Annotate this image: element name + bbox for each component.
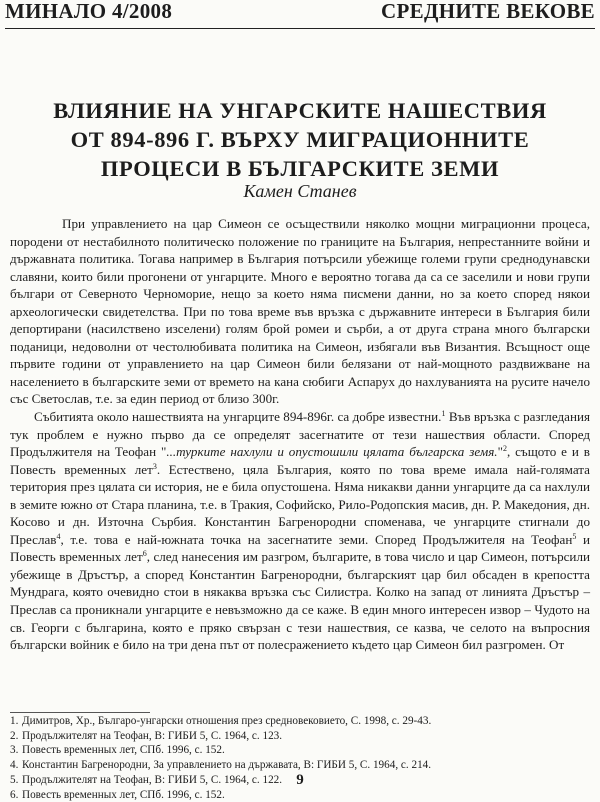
footnote-text: Константин Багренородни, За управлението на държавата, В: ГИБИ 5, С. 1964, с. 214. bbox=[22, 759, 432, 772]
running-header bbox=[5, 0, 595, 24]
journal-issue: МИНАЛО 4/2008 bbox=[5, 0, 173, 23]
footnote-text: Повесть временных лет, СПб. 1996, с. 152. bbox=[22, 744, 225, 757]
title-line: ВЛИЯНИЕ НА УНГАРСКИТЕ НАШЕСТВИЯ bbox=[53, 98, 547, 123]
article-title bbox=[10, 96, 590, 183]
footnote-ref[interactable]: 1 bbox=[441, 409, 446, 419]
footnote-ref[interactable]: 3 bbox=[152, 461, 157, 471]
footnote bbox=[10, 743, 590, 758]
footnote-number: 2. bbox=[10, 729, 19, 742]
paragraph: При управлението на цар Симеон се осъществили няколко мощни миграционни процеса, породени от нестабилното политическо положение по границите на България, непрестанните войни и държавната политика. Тогава например в България потърсили убежище големи групи среднодунавски славяни, които били прогонени от унгарците. Много е вероятно тогава да са се заселили и нови групи българи от Северното Черноморие, нещо за което няма писмени данни, но за което според някои археологически свидетелства. При по това време във връзка с държавните интереси в България били депортирани (насилствено изселени) голям брой ромеи и сърби, а от друга страна много български поданици, недоволни от честолюбивата политика на Симеон, избягали във Византия. Всъщност още първите години от управлението на цар Симеон били белязани от най-мощното раздвижване на населението в българските земи от времето на кана сюбиги Аспарух до нахлуванията на русите начело със Светослав, т.е. за един период от близо 300г. bbox=[10, 216, 590, 407]
text-run: , след нанесения им разгром, българите, в това число и цар Симеон, потърсили убежище в Дръстър, а според Константин Багренородни, българският цар бил обсаден в крепостта Мундрага, която очевидно стои в някаква връзка със Силистра. Колко на запад от линията Дръстър – Преслав са проникнали унгарците е невъзможно да се каже. В един много интересен извор – Чудото на св. Георги с българина, която е пряко свързан с тези нашествия, се казва, че селото на въпросния български войник е било на три дена път от полесражението където цар Симеон бил разгромен. От bbox=[10, 549, 590, 653]
page-number: 9 bbox=[296, 772, 304, 788]
header-rule bbox=[5, 28, 595, 29]
text-run: и Повесть временных лет bbox=[10, 531, 590, 565]
footnote-number: 5. bbox=[10, 773, 19, 786]
text-run: , т.е. това е най-южната точка на засегнатите земи. Според Продължителя на Теофан bbox=[60, 531, 573, 547]
footnote-number: 6. bbox=[10, 788, 19, 801]
section-name: СРЕДНИТЕ ВЕКОВЕ bbox=[381, 0, 595, 23]
footnote-ref[interactable]: 6 bbox=[142, 549, 147, 559]
footnote-text: Продължителят на Теофан, В: ГИБИ 5, С. 1964, с. 123. bbox=[22, 729, 283, 742]
footnote bbox=[10, 714, 590, 729]
title-line: ОТ 894-896 Г. ВЪРХУ МИГРАЦИОННИТЕ bbox=[70, 127, 530, 152]
article-body bbox=[10, 215, 590, 654]
footnote-number: 1. bbox=[10, 715, 19, 727]
footnote-text: Димитров, Хр., Българо-унгарски отношения през средновековието, С. 1998, с. 29-43. bbox=[22, 715, 432, 727]
text-run: . Естествено, цяла България, която по това време имала най-голямата територия през цялата си история, не е била опустошена. Няма никакви данни унгарците да са нахлули в земите южно от Стара планина, т.е. в Тракия, Софийско, Рило-Родопския масив, дн. Р. Македония, дн. Косово и дн. Източна Сърбия. Константин Багренородни споменава, че унгарците стигнали до Преслав bbox=[10, 461, 590, 547]
title-line: ПРОЦЕСИ В БЪЛГАРСКИТЕ ЗЕМИ bbox=[100, 156, 500, 181]
paragraph bbox=[10, 408, 590, 654]
footnote-text: Повесть временных лет, СПб. 1996, с. 152. bbox=[22, 788, 225, 801]
text-run: Събитията около нашествията на унгарците 894-896г. са добре известни. bbox=[34, 409, 442, 425]
text-run: " bbox=[497, 444, 503, 460]
footnote-ref[interactable]: 5 bbox=[572, 531, 577, 541]
footnote-number: 4. bbox=[10, 759, 19, 772]
footnote-text: Продължителят на Теофан, В: ГИБИ 5, С. 1964, с. 122. bbox=[22, 773, 283, 786]
text-run: Във връзка с разгледания тук проблем е нужно първо да се определят засегнатите от тези нашествия области. Според Продължителя на Теофан " bbox=[10, 409, 590, 460]
quotation: ...турките нахлули и опустошили цялата българска земя. bbox=[166, 444, 498, 460]
footnote-ref[interactable]: 2 bbox=[502, 444, 507, 454]
footnote bbox=[10, 729, 590, 744]
footnote-separator bbox=[10, 712, 150, 713]
footnote-number: 3. bbox=[10, 744, 19, 757]
footnote-ref[interactable]: 4 bbox=[56, 531, 61, 541]
footnote bbox=[10, 758, 590, 773]
text-run: , същото е и в Повесть временных лет bbox=[10, 444, 590, 477]
article-author: Камен Станев bbox=[243, 181, 357, 201]
